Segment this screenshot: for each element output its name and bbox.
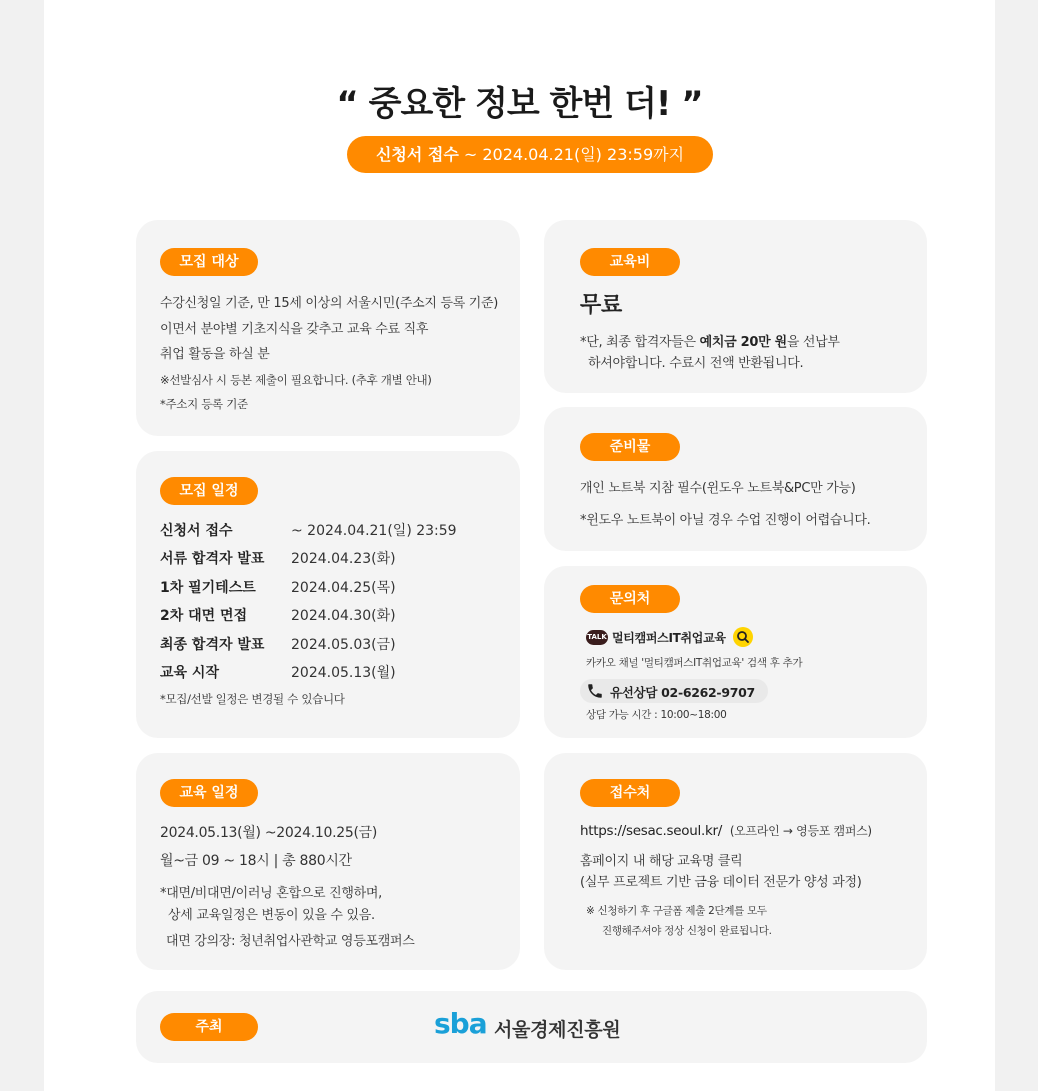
edu-venue: 대면 강의장: 청년취업사관학교 영등포캠퍼스 bbox=[166, 934, 415, 949]
fee-note-1 bbox=[580, 331, 840, 350]
card-prep bbox=[544, 407, 927, 551]
pill-prep: 준비물 bbox=[580, 433, 680, 461]
phone-number: 유선상담 02-6262-9707 bbox=[610, 685, 755, 700]
schedule-value-3: 2024.04.25(목) bbox=[291, 580, 396, 596]
kakao-talk-icon: TALK bbox=[586, 630, 608, 645]
pill-edu-schedule: 교육 일정 bbox=[160, 779, 258, 807]
pill-contact: 문의처 bbox=[580, 585, 680, 613]
phone-icon bbox=[586, 682, 604, 700]
kakao-channel-note: 카카오 채널 '멀티캠퍼스IT취업교육' 검색 후 추가 bbox=[586, 657, 803, 669]
card-apply bbox=[544, 753, 927, 970]
schedule-label-3: 1차 필기테스트 bbox=[160, 580, 256, 596]
schedule-value-4: 2024.04.30(화) bbox=[291, 608, 396, 624]
pill-recruit-target: 모집 대상 bbox=[160, 248, 258, 276]
deadline-label: 신청서 접수 bbox=[375, 145, 459, 164]
target-note-2: *주소지 등록 기준 bbox=[160, 397, 248, 411]
schedule-value-6: 2024.05.13(월) bbox=[291, 665, 396, 681]
poster-sheet bbox=[44, 0, 995, 1091]
schedule-label-2: 서류 합격자 발표 bbox=[160, 551, 265, 567]
fee-value: 무료 bbox=[580, 293, 622, 318]
card-recruit-target bbox=[136, 220, 520, 436]
card-fee bbox=[544, 220, 927, 393]
target-line-2: 이면서 분야별 기초지식을 갖추고 교육 수료 직후 bbox=[160, 322, 429, 337]
edu-note-1: *대면/비대면/이러닝 혼합으로 진행하며, bbox=[160, 886, 382, 901]
apply-line-3: (실무 프로젝트 기반 금융 데이터 전문가 양성 과정) bbox=[580, 875, 862, 890]
phone-chip[interactable] bbox=[580, 679, 768, 703]
card-edu-schedule bbox=[136, 753, 520, 970]
fee-note-1-pre: *단, 최종 합격자들은 bbox=[580, 335, 700, 350]
card-host bbox=[136, 991, 927, 1063]
fee-note-1-post: 을 선납부 bbox=[786, 335, 840, 350]
deadline-banner bbox=[347, 136, 713, 173]
edu-period: 2024.05.13(월) ~2024.10.25(금) bbox=[160, 825, 377, 841]
schedule-label-4: 2차 대면 면접 bbox=[160, 608, 248, 624]
edu-hours: 월~금 09 ~ 18시 | 총 880시간 bbox=[160, 853, 352, 869]
schedule-value-1: ~ 2024.04.21(일) 23:59 bbox=[291, 523, 457, 539]
schedule-label-6: 교육 시작 bbox=[160, 665, 219, 681]
prep-note: *윈도우 노트북이 아닐 경우 수업 진행이 어렵습니다. bbox=[580, 513, 871, 528]
sba-logo: sba bbox=[434, 1007, 487, 1040]
apply-url-note: (오프라인 → 영등포 캠퍼스) bbox=[729, 824, 872, 838]
schedule-label-1: 신청서 접수 bbox=[160, 523, 233, 539]
host-name: 서울경제진흥원 bbox=[494, 1019, 621, 1041]
card-recruit-schedule bbox=[136, 451, 520, 738]
kakao-channel-name: 멀티캠퍼스IT취업교육 bbox=[612, 631, 726, 645]
fee-note-2: 하셔야합니다. 수료시 전액 반환됩니다. bbox=[588, 356, 804, 371]
pill-host: 주최 bbox=[160, 1013, 258, 1041]
apply-note-1: ※ 신청하기 후 구글폼 제출 2단계를 모두 bbox=[586, 905, 767, 917]
edu-note-2: 상세 교육일정은 변동이 있을 수 있음. bbox=[168, 908, 375, 923]
apply-url bbox=[580, 822, 872, 839]
fee-deposit: 예치금 20만 원 bbox=[699, 335, 787, 350]
page-title: “ 중요한 정보 한번 더! ” bbox=[336, 84, 703, 124]
deadline-value: ~ 2024.04.21(일) 23:59까지 bbox=[458, 145, 685, 164]
apply-note-2: 진행해주셔야 정상 신청이 완료됩니다. bbox=[602, 925, 772, 937]
prep-line-1: 개인 노트북 지참 필수(윈도우 노트북&PC만 가능) bbox=[580, 481, 856, 496]
search-icon[interactable] bbox=[733, 627, 753, 647]
target-line-1: 수강신청일 기준, 만 15세 이상의 서울시민(주소지 등록 기준) bbox=[160, 296, 499, 311]
target-line-3: 취업 활동을 하실 분 bbox=[160, 347, 270, 362]
target-note-1: ※선발심사 시 등본 제출이 필요합니다. (추후 개별 안내) bbox=[160, 373, 432, 387]
pill-fee: 교육비 bbox=[580, 248, 680, 276]
card-contact bbox=[544, 566, 927, 738]
schedule-note: *모집/선발 일정은 변경될 수 있습니다 bbox=[160, 692, 345, 706]
schedule-value-5: 2024.05.03(금) bbox=[291, 637, 396, 653]
pill-recruit-schedule: 모집 일정 bbox=[160, 477, 258, 505]
apply-line-2: 홈페이지 내 해당 교육명 클릭 bbox=[580, 854, 743, 869]
pill-apply: 접수처 bbox=[580, 779, 680, 807]
apply-url-link[interactable]: https://sesac.seoul.kr/ bbox=[580, 823, 722, 839]
schedule-label-5: 최종 합격자 발표 bbox=[160, 637, 265, 653]
contact-hours: 상담 가능 시간 : 10:00~18:00 bbox=[586, 709, 727, 721]
schedule-value-2: 2024.04.23(화) bbox=[291, 551, 396, 567]
